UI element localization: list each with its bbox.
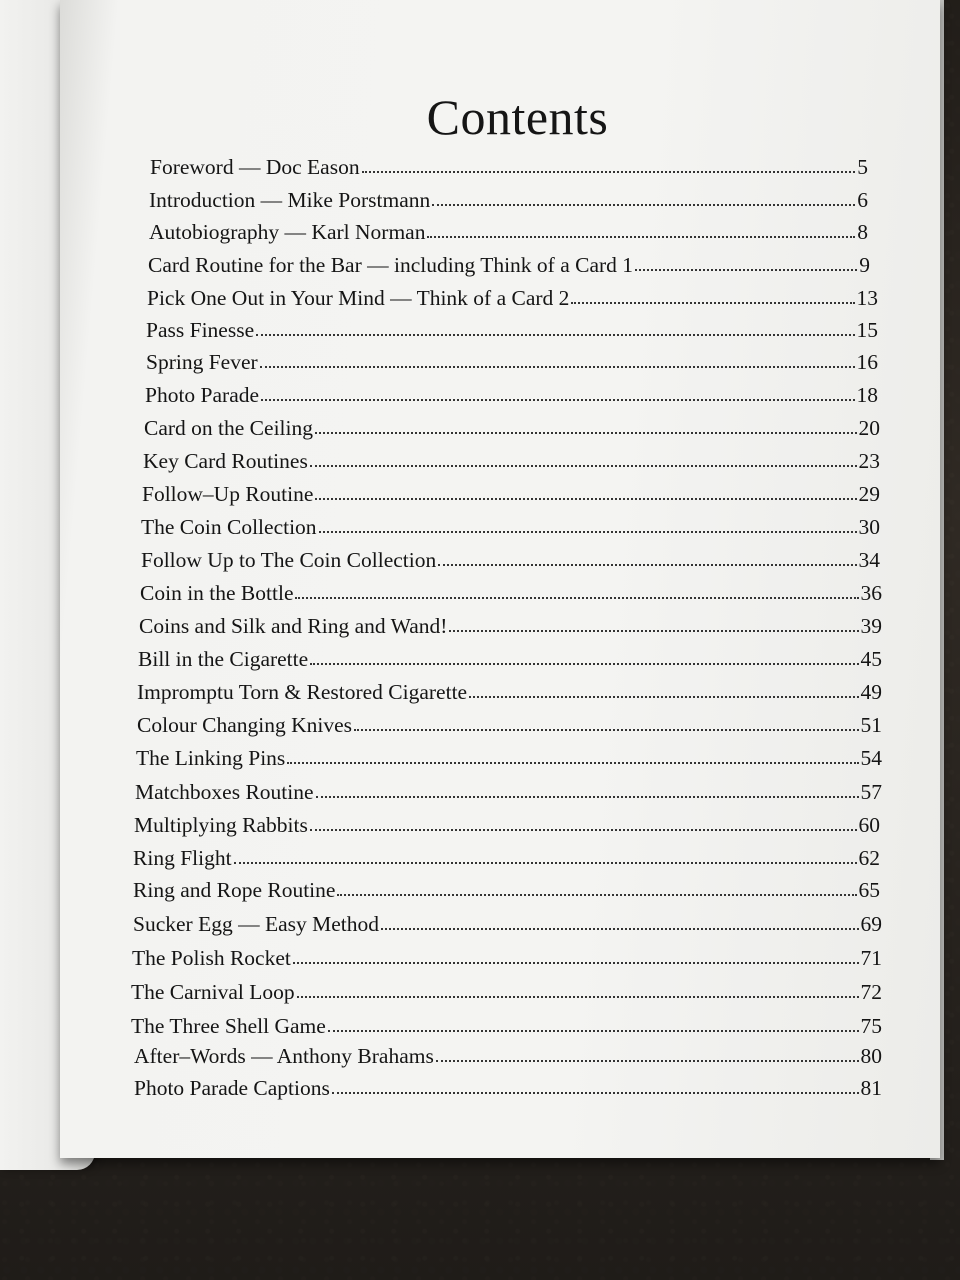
toc-entry-page-number: 45 [860,647,882,671]
toc-entry [143,444,880,474]
toc-dot-leader [635,269,857,271]
toc-dot-leader [469,696,858,698]
toc-dot-leader [337,894,856,896]
toc-entry-title: Coins and Silk and Ring and Wand! [139,614,448,638]
toc-entry [137,708,882,738]
toc-entry-page-number: 20 [858,416,880,440]
toc-entry [147,281,878,311]
toc-entry-page-number: 51 [860,713,882,737]
toc-entry-title: Coin in the Bottle [140,581,294,605]
toc-dot-leader [310,465,857,467]
toc-dot-leader [234,862,857,864]
toc-entry-page-number: 6 [857,188,868,212]
toc-entry-page-number: 5 [857,155,868,179]
toc-entry-page-number: 30 [858,515,880,539]
toc-entry-title: Multiplying Rabbits [134,813,308,837]
toc-entry-title: Photo Parade Captions [134,1076,330,1100]
toc-entry-page-number: 9 [859,253,870,277]
toc-entry-title: Matchboxes Routine [135,780,314,804]
toc-entry-page-number: 34 [858,548,880,572]
toc-entry-page-number: 69 [860,912,882,936]
toc-dot-leader [315,498,856,500]
toc-entry [131,1009,882,1039]
toc-entry [133,873,880,903]
page-title: Contents [426,89,609,145]
toc-entry-title: Key Card Routines [143,449,308,473]
toc-entry-page-number: 62 [858,846,880,870]
toc-entry-title: The Linking Pins [136,746,286,770]
toc-entry-title: Pick One Out in Your Mind — Think of a Card 2 [147,286,570,310]
toc-entry-page-number: 57 [860,780,882,804]
toc-entry [132,941,882,971]
toc-entry [146,345,878,375]
toc-dot-leader [362,171,856,173]
toc-entry-title: Bill in the Cigarette [138,647,309,671]
toc-entry-page-number: 23 [858,449,880,473]
toc-entry [150,150,868,180]
toc-dot-leader [287,762,858,764]
toc-entry-title: Ring and Rope Routine [133,878,336,902]
toc-entry-title: Pass Finesse [146,318,255,342]
toc-entry-title: Follow–Up Routine [142,482,314,506]
toc-entry-page-number: 36 [860,581,882,605]
toc-entry-title: Foreword — Doc Eason [150,155,360,179]
toc-entry [138,642,882,672]
toc-entry-page-number: 60 [858,813,880,837]
toc-dot-leader [354,729,859,731]
toc-entry [145,378,878,408]
contents-page [60,0,940,1158]
toc-dot-leader [310,663,858,665]
toc-entry-title: Introduction — Mike Porstmann [149,188,431,212]
toc-entry-title: Photo Parade [145,383,260,407]
toc-dot-leader [332,1092,859,1094]
toc-dot-leader [297,996,859,998]
toc-entry-page-number: 54 [860,746,882,770]
toc-entry [142,477,880,507]
toc-dot-leader [319,531,857,533]
toc-entry-page-number: 80 [860,1044,882,1068]
toc-entry [133,907,882,937]
toc-entry-title: After–Words — Anthony Brahams [134,1044,434,1068]
toc-entry-page-number: 75 [860,1014,882,1038]
toc-dot-leader [316,796,859,798]
toc-entry [137,675,882,705]
toc-entry-page-number: 72 [860,980,882,1004]
toc-dot-leader [381,928,858,930]
toc-dot-leader [449,630,858,632]
toc-entry-title: The Three Shell Game [131,1014,326,1038]
toc-entry-page-number: 71 [860,946,882,970]
toc-entry-page-number: 13 [856,286,878,310]
toc-dot-leader [571,302,854,304]
toc-entry [141,510,880,540]
toc-entry [134,808,880,838]
toc-dot-leader [256,334,854,336]
toc-dot-leader [427,236,855,238]
toc-entry-page-number: 16 [856,350,878,374]
toc-entry-page-number: 81 [860,1076,882,1100]
toc-dot-leader [310,829,857,831]
toc-dot-leader [328,1030,859,1032]
toc-dot-leader [293,962,859,964]
toc-entry-title: Colour Changing Knives [137,713,352,737]
toc-entry [135,775,882,805]
toc-entry-title: Autobiography — Karl Norman [149,220,426,244]
toc-entry [131,975,882,1005]
toc-entry [146,313,878,343]
toc-entry-page-number: 39 [860,614,882,638]
toc-entry-title: The Polish Rocket [132,946,291,970]
toc-dot-leader [436,1060,859,1062]
toc-dot-leader [261,399,854,401]
toc-entry [136,741,882,771]
toc-entry [134,1071,882,1101]
toc-entry-page-number: 8 [857,220,868,244]
toc-entry-title: Spring Fever [146,350,258,374]
toc-entry [144,411,880,441]
toc-dot-leader [295,597,858,599]
toc-entry-title: The Carnival Loop [131,980,295,1004]
toc-entry-page-number: 18 [856,383,878,407]
toc-dot-leader [432,204,855,206]
toc-dot-leader [260,366,855,368]
toc-entry-title: Sucker Egg — Easy Method [133,912,380,936]
toc-entry-page-number: 49 [860,680,882,704]
toc-entry-page-number: 29 [858,482,880,506]
toc-entry-title: Impromptu Torn & Restored Cigarette [137,680,468,704]
toc-dot-leader [438,564,856,566]
toc-entry-title: Card on the Ceiling [144,416,313,440]
toc-dot-leader [315,432,857,434]
toc-entry [141,543,880,573]
toc-entry [140,576,882,606]
toc-entry-title: Ring Flight [133,846,232,870]
toc-entry [139,609,882,639]
toc-entry [133,841,880,871]
toc-entry [149,183,868,213]
toc-entry-page-number: 65 [858,878,880,902]
toc-entry [148,248,870,278]
toc-entry-page-number: 15 [856,318,878,342]
toc-entry-title: The Coin Collection [141,515,317,539]
toc-entry-title: Follow Up to The Coin Collection [141,548,437,572]
toc-entry-title: Card Routine for the Bar — including Think of a Card 1 [148,253,634,277]
toc-entry [134,1039,882,1069]
toc-entry [149,215,868,245]
